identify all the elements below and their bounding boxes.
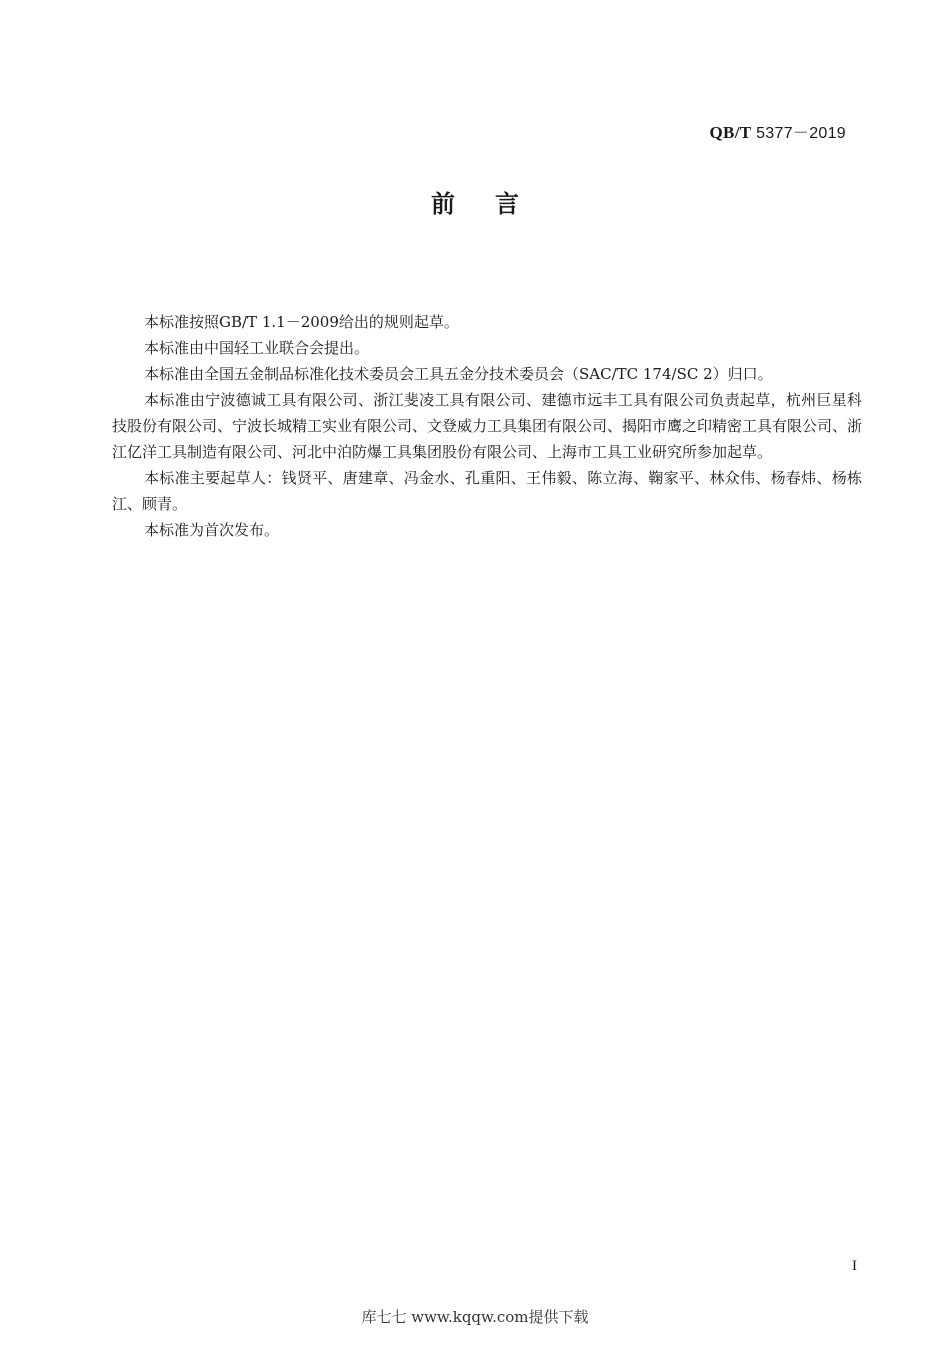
standard-number: 5377－2019 — [756, 125, 846, 142]
footer-watermark: 库七七 www.kqqw.com提供下载 — [361, 1308, 589, 1326]
standard-code — [710, 121, 846, 146]
standard-prefix: QB/T — [709, 123, 752, 142]
foreword-body — [112, 309, 862, 543]
page-number: I — [852, 1258, 857, 1274]
page-title: 前言 — [431, 190, 559, 218]
paragraph-main-drafters: 本标准主要起草人：钱贤平、唐建章、冯金水、孔重阳、王伟毅、陈立海、鞠家平、林众伟、杨春炜、杨栋江、顾青。 — [112, 469, 862, 513]
paragraph-proposer: 本标准由中国轻工业联合会提出。 — [144, 339, 370, 357]
paragraph-centralized-by: 本标准由全国五金制品标准化技术委员会工具五金分技术委员会（SAC/TC 174/SC 2）归口。 — [144, 365, 773, 383]
paragraph-drafting-organizations: 本标准由宁波德诚工具有限公司、浙江斐凌工具有限公司、建德市远丰工具有限公司负责起草，杭州巨星科技股份有限公司、宁波长城精工实业有限公司、文登威力工具集团有限公司、揭阳市鹰之印精密工具有限公司、浙江亿洋工具制造有限公司、河北中泊防爆工具集团股份有限公司、上海市工具工业研究所参加起草。 — [112, 391, 863, 461]
paragraph-drafting-rules: 本标准按照GB/T 1.1－2009给出的规则起草。 — [144, 313, 459, 331]
paragraph-first-release: 本标准为首次发布。 — [144, 521, 280, 539]
